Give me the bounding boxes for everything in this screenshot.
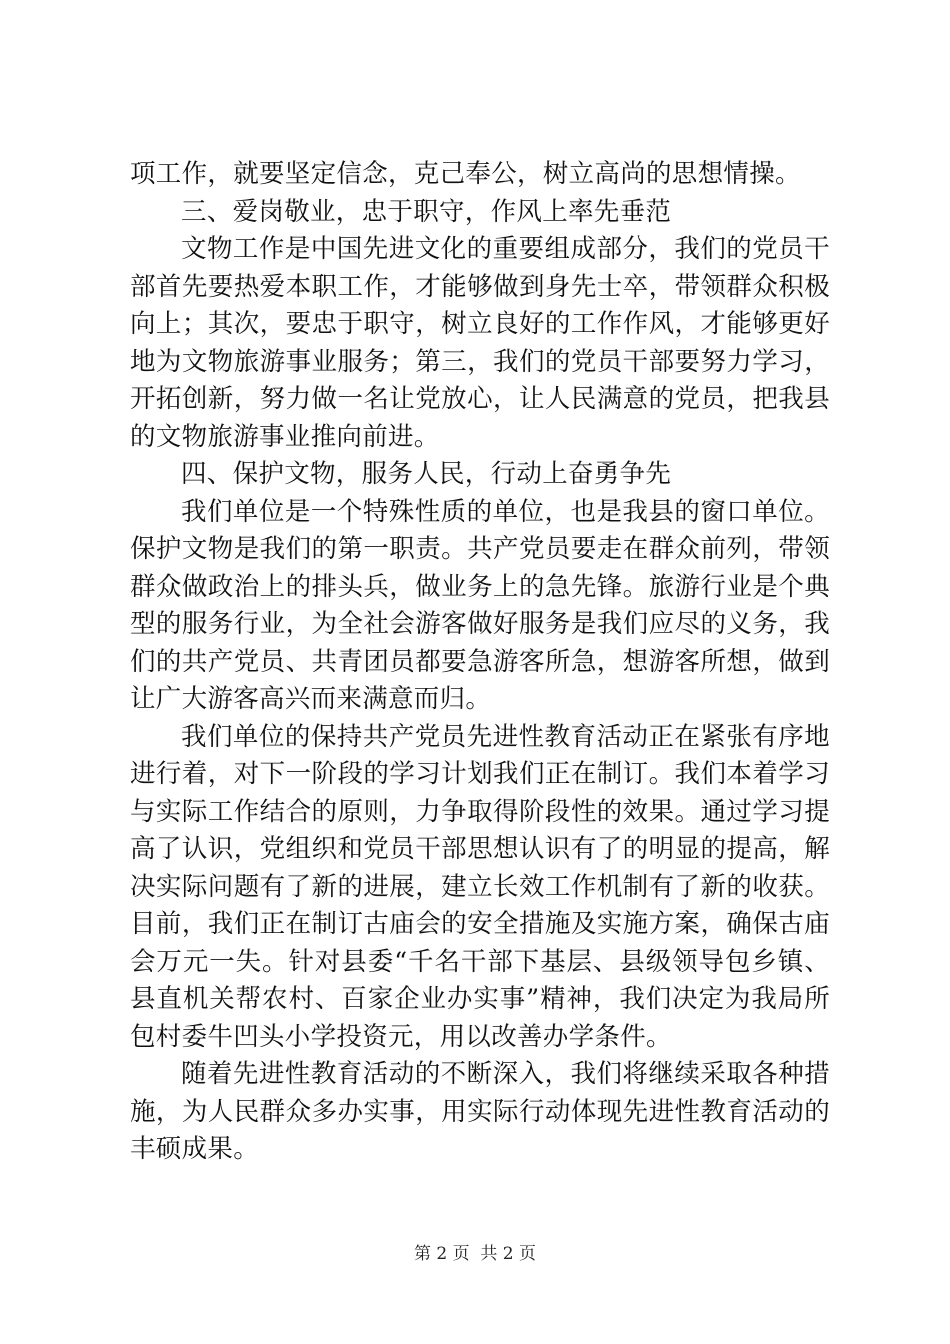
page-footer [0,1242,950,1266]
text-line: 施，为人民群众多办实事，用实际行动体现先进性教育活动的 [130,1096,830,1127]
text-line: 文物工作是中国先进文化的重要组成部分，我们的党员干 [181,234,830,264]
text-line: 向上；其次，要忠于职守，树立良好的工作作风，才能够更好 [130,309,830,339]
section-heading: 三、爱岗敬业，忠于职守，作风上率先垂范 [181,196,672,227]
text-line: 丰硕成果。 [130,1134,260,1164]
text-line: 随着先进性教育活动的不断深入，我们将继续采取各种措 [181,1059,830,1089]
text-line: 项工作，就要坚定信念，克己奉公，树立高尚的思想情操。 [130,159,801,189]
text-line: 让广大游客高兴而来满意而归。 [130,684,492,714]
text-line: 部首先要热爱本职工作，才能够做到身先士卒，带领群众积极 [130,271,830,302]
text-line: 地为文物旅游事业服务；第三，我们的党员干部要努力学习， [130,346,830,377]
text-line: 我们单位是一个特殊性质的单位，也是我县的窗口单位。 [181,496,830,527]
text-line: 我们单位的保持共产党员先进性教育活动正在紧张有序地 [181,721,830,752]
text-line: 会万元一失。针对县委“千名干部下基层、县级领导包乡镇、 [130,946,830,977]
text-line: 进行着，对下一阶段的学习计划我们正在制订。我们本着学习 [130,759,830,789]
text-line: 与实际工作结合的原则，力争取得阶段性的效果。通过学习提 [130,796,830,827]
text-line: 们的共产党员、共青团员都要急游客所急，想游客所想，做到 [130,646,830,677]
document-body [130,156,830,1169]
text-line: 群众做政治上的排头兵，做业务上的急先锋。旅游行业是个典 [130,571,830,602]
text-line: 保护文物是我们的第一职责。共产党员要走在群众前列，带领 [130,534,830,564]
section-heading: 四、保护文物，服务人民，行动上奋勇争先 [181,459,672,489]
text-line: 决实际问题有了新的进展，建立长效工作机制有了新的收获。 [130,871,830,902]
page-number-label: 第 2 页 共 2 页 [413,1244,537,1264]
text-line: 包村委牛凹头小学投资元，用以改善办学条件。 [130,1021,672,1052]
text-line: 型的服务行业，为全社会游客做好服务是我们应尽的义务，我 [130,609,830,639]
text-line: 开拓创新，努力做一名让党放心，让人民满意的党员，把我县 [130,384,830,414]
text-line: 目前，我们正在制订古庙会的安全措施及实施方案，确保古庙 [130,909,830,939]
text-line: 高了认识，党组织和党员干部思想认识有了的明显的提高，解 [130,834,830,864]
text-line: 的文物旅游事业推向前进。 [130,421,440,452]
text-line: 县直机关帮农村、百家企业办实事”精神，我们决定为我局所 [130,984,830,1014]
